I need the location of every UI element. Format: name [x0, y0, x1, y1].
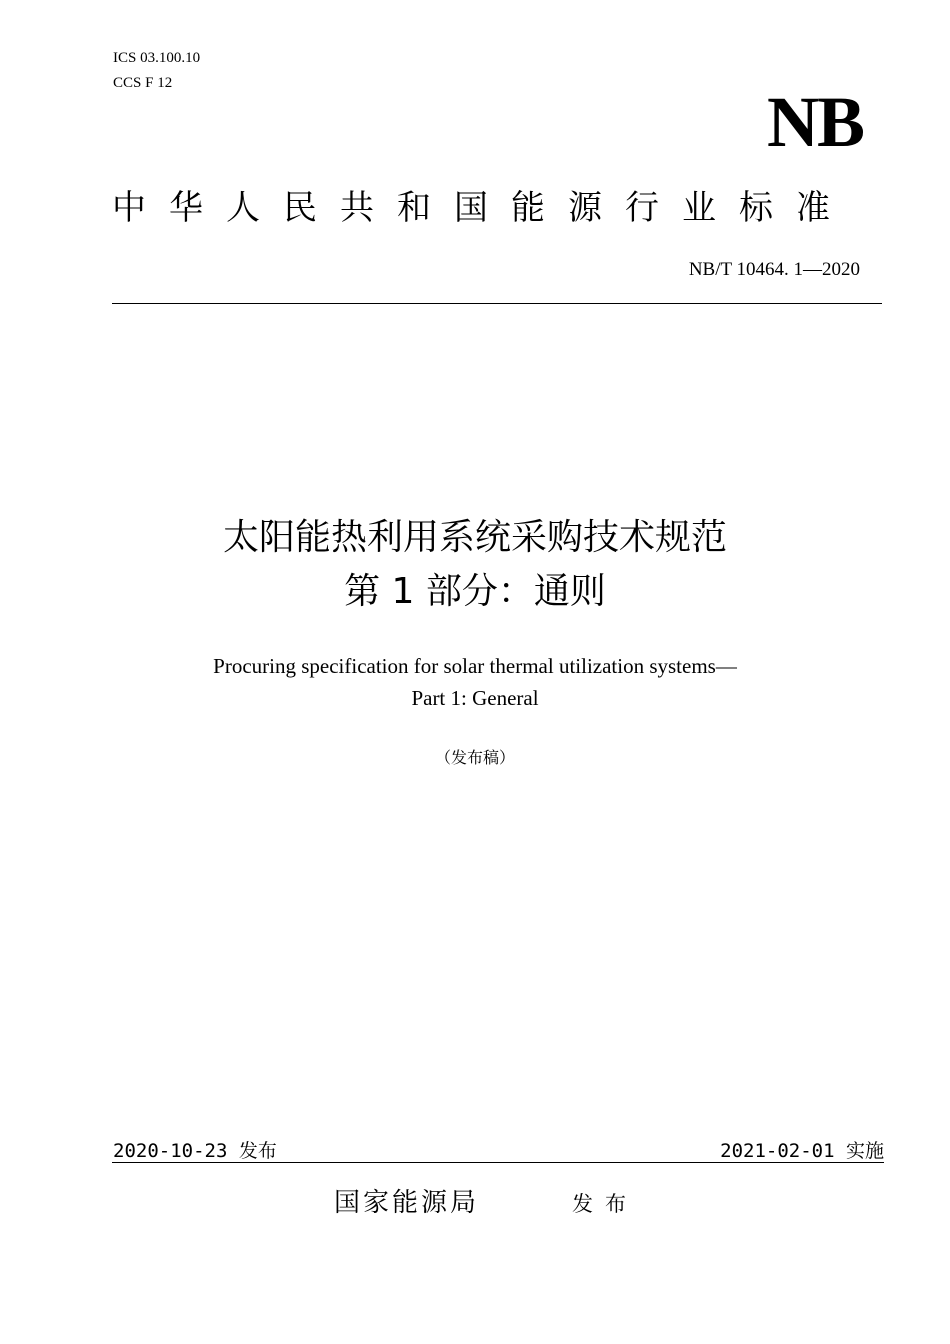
publish-label: 发布	[572, 1192, 638, 1216]
ccs-code: CCS F 12	[113, 75, 173, 91]
top-divider	[112, 303, 882, 304]
publisher-name: 国家能源局	[334, 1188, 480, 1218]
ics-code: ICS 03.100.10	[113, 50, 201, 66]
document-title-en-line1: Procuring specification for solar thermal utilization systems—	[213, 654, 737, 678]
standard-number: NB/T 10464. 1—2020	[688, 259, 860, 280]
document-title-zh-line1: 太阳能热利用系统采购技术规范	[222, 517, 727, 558]
nb-logo: NB	[766, 82, 863, 162]
issue-date: 2020-10-23 发布	[113, 1140, 277, 1162]
implementation-date: 2021-02-01 实施	[720, 1140, 884, 1162]
document-title-zh-line2: 第 1 部分：通则	[344, 571, 606, 612]
bottom-divider	[112, 1162, 884, 1163]
standard-category-title: 中华人民共和国能源行业标准	[112, 188, 853, 228]
document-title-en-line2: Part 1: General	[411, 686, 539, 710]
draft-status-note: （发布稿）	[434, 748, 515, 767]
